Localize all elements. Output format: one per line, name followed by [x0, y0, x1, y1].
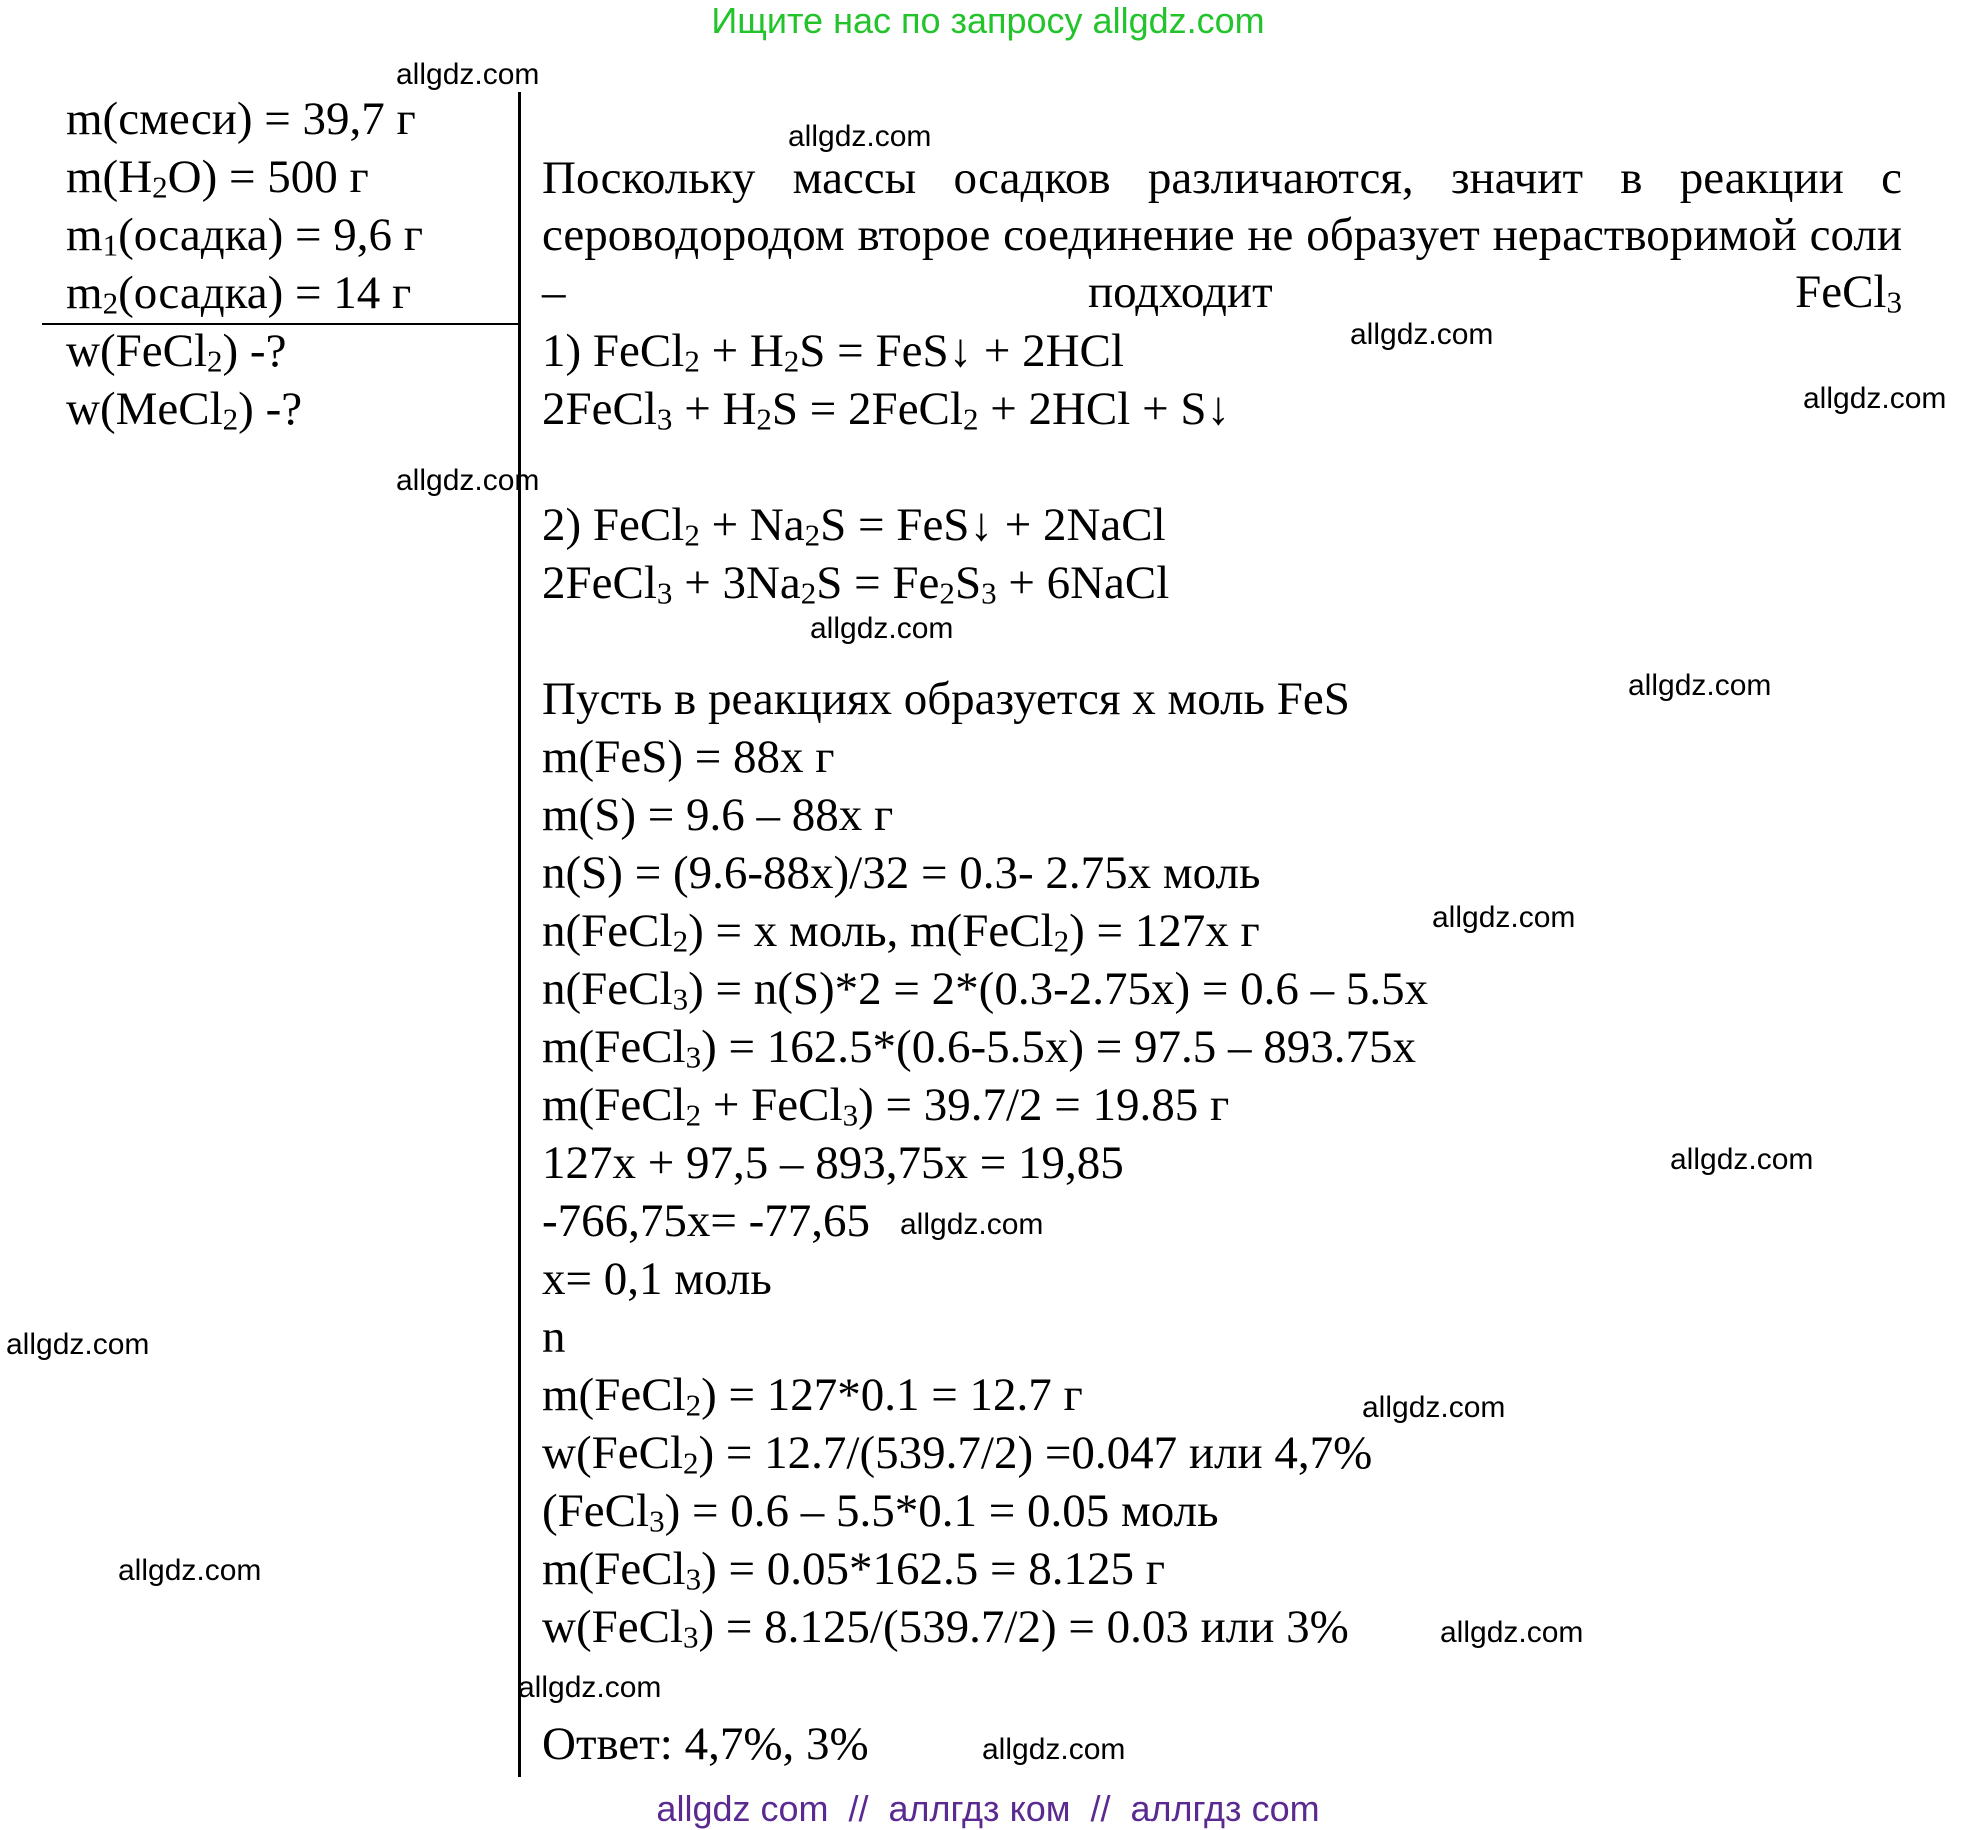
solution-line: m(FeCl$_2$ + FeCl$_3$) = 39.7/2 = 19.85 г [542, 1079, 1230, 1133]
watermark: allgdz.com [1350, 318, 1494, 351]
site-footer: allgdz com // аллгдз ком // аллгдз com [656, 1788, 1320, 1829]
solution-line: n(FeCl$_3$) = n(S)*2 = 2*(0.3-2.75x) = 0.6 – 5.5x [542, 963, 1429, 1017]
given-line: w(FeCl$_2$) -? [66, 325, 287, 379]
solution-line: 2FeCl$_3$ + $H_2S$ = 2FeCl$_2$ + 2HCl + S↓ [542, 383, 1230, 437]
given-line: $m_1(осадка) = 9,6$ г [66, 209, 424, 263]
watermark: allgdz.com [982, 1733, 1126, 1766]
solution-line: Пусть в реакциях образуется x моль FeS [542, 673, 1350, 725]
watermark: allgdz.com [6, 1328, 150, 1361]
solution-line: m(FeCl$_3$) = 162.5*(0.6-5.5x) = 97.5 – 893.75x [542, 1021, 1417, 1075]
watermark: allgdz.com [900, 1208, 1044, 1241]
solution-line: 127x + 97,5 – 893,75x = 19,85 [542, 1137, 1124, 1189]
watermark: allgdz.com [1362, 1391, 1506, 1424]
watermark: allgdz.com [118, 1554, 262, 1587]
solution-line: 2) FeCl$_2$ + $Na_2S$ = FeS↓ + 2NaCl [542, 499, 1166, 553]
solution-line: m(FeCl$_2$) = 127*0.1 = 12.7 г [542, 1369, 1083, 1423]
solution-line: 1) FeCl$_2$ + $H_2S$ = FeS↓ + 2HCl [542, 325, 1124, 379]
solution-line: -766,75x= -77,65 [542, 1195, 871, 1247]
solution-line: n(FeCl$_2$) = x моль, m(FeCl$_2$) = 127x г [542, 905, 1260, 959]
given-line: $m_2(осадка) = 14$ г [66, 267, 412, 321]
given-line: $m(H_2O) = 500$ г [66, 151, 369, 205]
watermark: allgdz.com [1440, 1616, 1584, 1649]
solution-line: w(FeCl$_3$) = 8.125/(539.7/2) = 0.03 или 3% [542, 1601, 1349, 1655]
watermark: allgdz.com [1432, 901, 1576, 934]
watermark: allgdz.com [810, 612, 954, 645]
watermark: allgdz.com [788, 120, 932, 153]
solution-line: (FeCl$_3$) = 0.6 – 5.5*0.1 = 0.05 моль [542, 1485, 1219, 1539]
site-banner: Ищите нас по запросу allgdz.com [711, 0, 1265, 41]
given-divider [42, 323, 519, 325]
solution-line: 2FeCl$_3$ + $3Na_2S = Fe_2S_3$ + 6NaCl [542, 557, 1170, 611]
solution-line: m(S) = 9.6 – 88x г [542, 789, 894, 841]
watermark: allgdz.com [518, 1671, 662, 1704]
column-divider [518, 92, 521, 1777]
solution-line: m(FeS) = 88x г [542, 731, 835, 783]
watermark: allgdz.com [1803, 382, 1947, 415]
given-line: m(смеси) = 39,7 г [66, 93, 416, 145]
watermark: allgdz.com [396, 58, 540, 91]
solution-line: n [542, 1311, 566, 1363]
watermark: allgdz.com [396, 464, 540, 497]
solution-line: x= 0,1 моль [542, 1253, 772, 1305]
solution-paragraph: Поскольку массы осадков различаются, значит в реакции с сероводородом второе соединение не образует нерастворимой соли – подходит FeCl$_3$ [542, 152, 1902, 320]
given-line: w(MeCl$_2$) -? [66, 383, 303, 437]
solution-line: n(S) = (9.6-88x)/32 = 0.3- 2.75x моль [542, 847, 1261, 899]
watermark: allgdz.com [1628, 669, 1772, 702]
solution-line: Ответ: 4,7%, 3% [542, 1718, 869, 1770]
solution-line: w(FeCl$_2$) = 12.7/(539.7/2) =0.047 или 4,7% [542, 1427, 1373, 1481]
solution-line: m(FeCl$_3$) = 0.05*162.5 = 8.125 г [542, 1543, 1166, 1597]
watermark: allgdz.com [1670, 1143, 1814, 1176]
